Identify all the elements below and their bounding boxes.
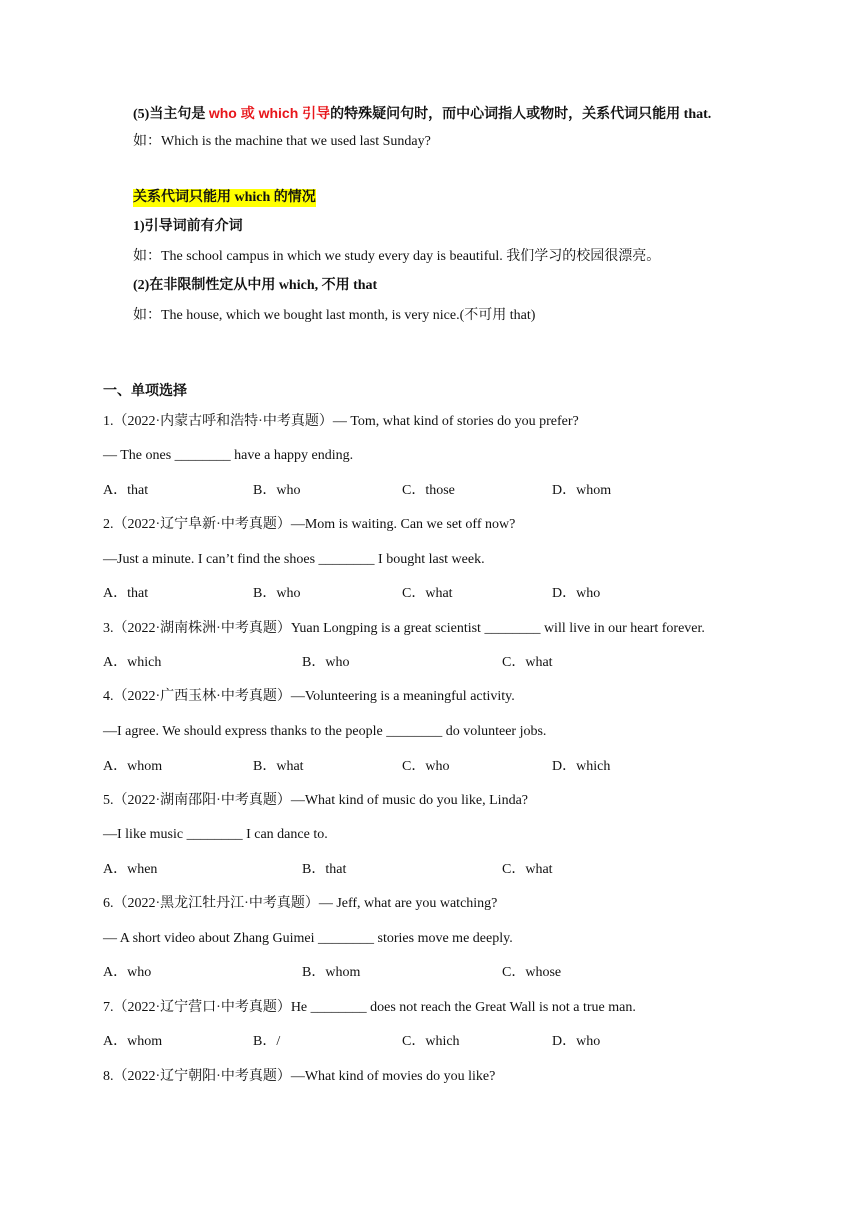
question-6-line-2: — A short video about Zhang Guimei ________ stories move me deeply. [103,931,513,946]
which-rule-1: 1)引导词前有介词 [133,219,243,234]
question-5-line-2: —I like music ________ I can dance to. [103,827,328,842]
section-title: 一、单项选择 [103,384,187,399]
q5-option-c[interactable]: C．what [502,862,553,877]
q2-option-d[interactable]: D．who [552,586,601,601]
question-8: 8.（2022·辽宁朝阳·中考真题）—What kind of movies do you like? [103,1069,496,1084]
rule-5-highlight: who 或 which 引导 [208,105,331,121]
q1-option-c[interactable]: C．those [402,483,455,498]
question-4: 4.（2022·广西玉林·中考真题）—Volunteering is a meaningful activity. [103,689,515,704]
q1-option-b[interactable]: B．who [253,483,301,498]
q5-option-b[interactable]: B．that [302,862,347,877]
question-4-line-2: —I agree. We should express thanks to the people ________ do volunteer jobs. [103,724,547,739]
q1-option-d[interactable]: D．whom [552,483,612,498]
q6-option-b[interactable]: B．whom [302,965,361,980]
q6-option-c[interactable]: C．whose [502,965,562,980]
q7-option-d[interactable]: D．who [552,1034,601,1049]
rule-5-example: 如：Which is the machine that we used last Sunday? [133,134,431,149]
q5-option-a[interactable]: A．when [103,862,158,877]
question-2: 2.（2022·辽宁阜新·中考真题）—Mom is waiting. Can we set off now? [103,517,516,532]
q7-option-a[interactable]: A．whom [103,1034,163,1049]
question-2-line-2: —Just a minute. I can’t find the shoes ________ I bought last week. [103,552,485,567]
question-6: 6.（2022·黑龙江牡丹江·中考真题）— Jeff, what are you watching? [103,896,498,911]
q4-option-c[interactable]: C．who [402,759,450,774]
q3-option-c[interactable]: C．what [502,655,553,670]
q6-option-a[interactable]: A．who [103,965,152,980]
which-example-1: 如：The school campus in which we study every day is beautiful. 我们学习的校园很漂亮。 [133,249,661,264]
rule-5 [133,104,711,124]
q2-option-c[interactable]: C．what [402,586,453,601]
q2-option-b[interactable]: B．who [253,586,301,601]
q4-option-d[interactable]: D．which [552,759,611,774]
which-example-2: 如：The house, which we bought last month, is very nice.(不可用 that) [133,308,536,323]
q1-option-a[interactable]: A．that [103,483,149,498]
which-rule-2: (2)在非限制性定从中用 which, 不用 that [133,278,378,293]
rule-5-suffix: 的特殊疑问句时，而中心词指人或物时，关系代词只能用 that. [330,107,712,122]
q3-option-a[interactable]: A．which [103,655,162,670]
q4-option-a[interactable]: A．whom [103,759,163,774]
q2-option-a[interactable]: A．that [103,586,149,601]
question-1-line-2: — The ones ________ have a happy ending. [103,448,354,463]
q3-option-b[interactable]: B．who [302,655,350,670]
question-7: 7.（2022·辽宁营口·中考真题）He ________ does not reach the Great Wall is not a true man. [103,1000,636,1015]
q7-option-b[interactable]: B．/ [253,1034,281,1049]
question-5: 5.（2022·湖南邵阳·中考真题）—What kind of music do you like, Linda? [103,793,528,808]
rule-5-prefix: (5)当主句是 [133,107,209,122]
q4-option-b[interactable]: B．what [253,759,304,774]
question-3: 3.（2022·湖南株洲·中考真题）Yuan Longping is a great scientist ________ will live in our heart forever. [103,621,705,636]
question-1: 1.（2022·内蒙古呼和浩特·中考真题）— Tom, what kind of stories do you prefer? [103,414,579,429]
which-only-heading: 关系代词只能用 which 的情况 [133,190,316,205]
q7-option-c[interactable]: C．which [402,1034,460,1049]
